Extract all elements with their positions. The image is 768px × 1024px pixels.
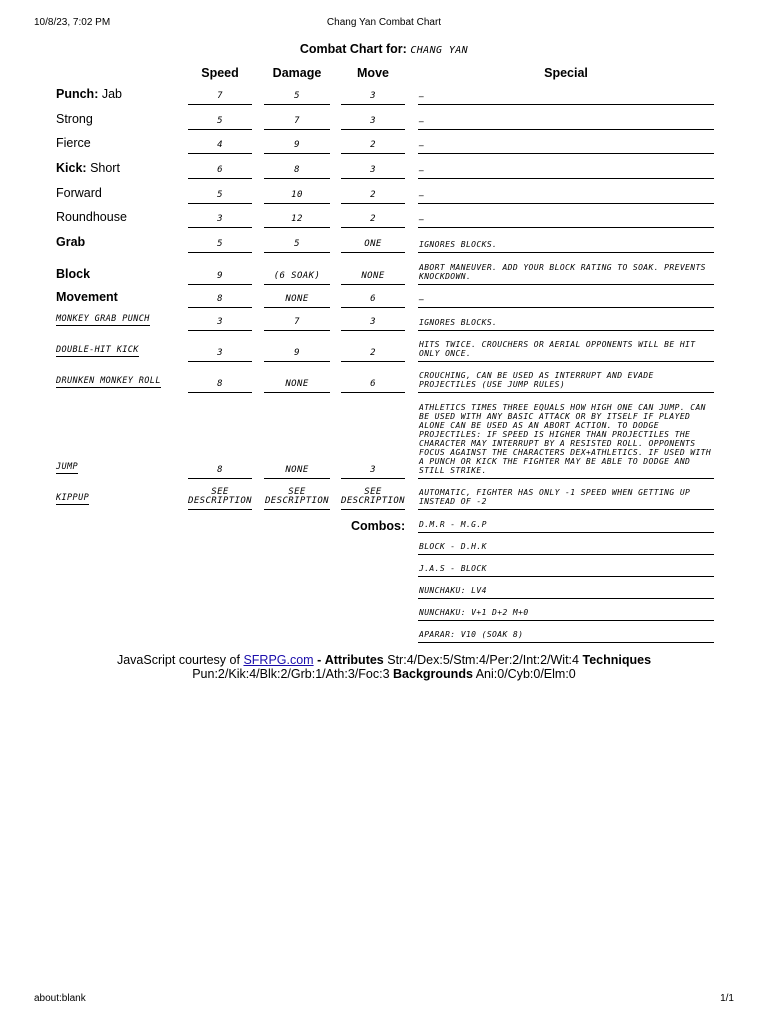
maneuver-name: Grab <box>56 235 86 249</box>
combo-item: J.A.S - BLOCK <box>418 564 714 577</box>
speed-cell: 3 <box>188 349 252 362</box>
maneuver-name: Kick: Short <box>56 161 120 175</box>
print-title: Chang Yan Combat Chart <box>326 17 442 28</box>
move-cell: NONE <box>341 272 405 285</box>
damage-cell: NONE <box>264 380 330 393</box>
move-cell: 2 <box>341 191 405 204</box>
move-cell: ONE <box>341 240 405 253</box>
maneuver-row <box>0 137 768 154</box>
speed-cell: 6 <box>188 166 252 179</box>
special-cell: IGNORES BLOCKS. <box>418 240 714 253</box>
maneuver-row <box>0 400 768 479</box>
special-cell: – <box>418 92 714 105</box>
sfrpg-link[interactable]: SFRPG.com <box>243 653 314 667</box>
page-count: 1/1 <box>720 993 734 1004</box>
maneuver-name: DRUNKEN MONKEY ROLL <box>56 376 161 386</box>
damage-cell: (6 SOAK) <box>264 272 330 285</box>
speed-cell: 8 <box>188 295 252 308</box>
techniques-label: Techniques <box>582 653 652 667</box>
move-cell: 3 <box>341 318 405 331</box>
techniques-value: Pun:2/Kik:4/Blk:2/Grb:1/Ath:3/Foc:3 <box>192 667 390 681</box>
speed-cell: 3 <box>188 318 252 331</box>
speed-cell: 8 <box>188 466 252 479</box>
maneuver-name: DOUBLE-HIT KICK <box>56 345 139 355</box>
courtesy-separator: - <box>317 653 322 667</box>
maneuver-row <box>0 291 768 308</box>
move-cell: 2 <box>341 349 405 362</box>
header-damage: Damage <box>272 66 322 80</box>
damage-cell: SEE DESCRIPTION <box>264 488 330 510</box>
damage-cell: NONE <box>264 295 330 308</box>
speed-cell: 7 <box>188 92 252 105</box>
special-cell: CROUCHING, CAN BE USED AS INTERRUPT AND EVADE PROJECTILES (USE JUMP RULES) <box>418 371 714 393</box>
maneuver-row <box>0 314 768 331</box>
backgrounds-label: Backgrounds <box>393 667 473 681</box>
maneuver-row <box>0 211 768 228</box>
maneuver-name: Forward <box>56 186 102 200</box>
combo-item: APARAR: V10 (SOAK 8) <box>418 630 714 643</box>
move-cell: 6 <box>341 380 405 393</box>
header-move: Move <box>357 66 389 80</box>
maneuver-name: MONKEY GRAB PUNCH <box>56 314 150 324</box>
maneuver-row <box>0 88 768 105</box>
maneuver-row <box>0 260 768 285</box>
damage-cell: NONE <box>264 466 330 479</box>
move-cell: 3 <box>341 166 405 179</box>
maneuver-name: KIPPUP <box>56 493 90 503</box>
maneuver-row <box>0 187 768 204</box>
stats-summary <box>0 653 768 681</box>
special-cell: – <box>418 141 714 154</box>
move-cell: 3 <box>341 466 405 479</box>
maneuver-name: Fierce <box>56 136 91 150</box>
speed-cell: 5 <box>188 240 252 253</box>
damage-cell: 8 <box>264 166 330 179</box>
maneuver-row <box>0 368 768 393</box>
move-cell: 2 <box>341 141 405 154</box>
courtesy-prefix: JavaScript courtesy of <box>116 653 240 667</box>
damage-cell: 7 <box>264 318 330 331</box>
special-cell: ATHLETICS TIMES THREE EQUALS HOW HIGH ONE CAN JUMP. CAN BE USED WITH ANY BASIC ATTACK OR BY ITSELF IF PLAYED ALONE CAN BE USED AS AN ABORT ACTION. TO DODGE PROJECTILES: IF SPEED IS HIGHER THAN PROJECTILES THE CHARACTER MAY INTERRUPT BY A RESISTED ROLL. OPPONENTS FOCUS AGAINST THE CHARACTERS DEX+ATHLETICS. IF USED WITH A PUNCH OR KICK THE FIGHTER MAY BE ABLE TO DODGE AND STILL STRIKE. <box>418 403 714 479</box>
speed-cell: 5 <box>188 117 252 130</box>
maneuver-row <box>0 337 768 362</box>
damage-cell: 5 <box>264 240 330 253</box>
maneuver-row <box>0 113 768 130</box>
combo-item: NUNCHAKU: V+1 D+2 M+0 <box>418 608 714 621</box>
maneuver-name: Movement <box>56 290 118 304</box>
print-date: 10/8/23, 7:02 PM <box>34 17 111 28</box>
damage-cell: 9 <box>264 349 330 362</box>
maneuver-name: Strong <box>56 112 93 126</box>
move-cell: SEE DESCRIPTION <box>341 488 405 510</box>
damage-cell: 10 <box>264 191 330 204</box>
maneuver-name: JUMP <box>56 462 79 472</box>
print-footer <box>0 993 768 1007</box>
move-cell: 6 <box>341 295 405 308</box>
print-header <box>0 17 768 31</box>
chart-title <box>0 42 768 56</box>
maneuver-name: Punch: Jab <box>56 87 122 101</box>
speed-cell: SEE DESCRIPTION <box>188 488 252 510</box>
attributes-label: Attributes <box>324 653 384 667</box>
combos-label: Combos: <box>351 519 406 533</box>
speed-cell: 3 <box>188 215 252 228</box>
maneuver-row <box>0 162 768 179</box>
damage-cell: 5 <box>264 92 330 105</box>
special-cell: HITS TWICE. CROUCHERS OR AERIAL OPPONENTS WILL BE HIT ONLY ONCE. <box>418 340 714 362</box>
move-cell: 3 <box>341 117 405 130</box>
combo-item: NUNCHAKU: LV4 <box>418 586 714 599</box>
special-cell: ABORT MANEUVER. ADD YOUR BLOCK RATING TO SOAK. PREVENTS KNOCKDOWN. <box>418 263 714 285</box>
move-cell: 2 <box>341 215 405 228</box>
speed-cell: 5 <box>188 191 252 204</box>
header-speed: Speed <box>201 66 239 80</box>
move-cell: 3 <box>341 92 405 105</box>
combo-item: BLOCK - D.H.K <box>418 542 714 555</box>
maneuver-row <box>0 485 768 510</box>
speed-cell: 9 <box>188 272 252 285</box>
maneuver-name: Roundhouse <box>56 210 127 224</box>
maneuver-name: Block <box>56 267 91 281</box>
backgrounds-value: Ani:0/Cyb:0/Elm:0 <box>475 667 576 681</box>
damage-cell: 7 <box>264 117 330 130</box>
header-special: Special <box>544 66 588 80</box>
special-cell: – <box>418 295 714 308</box>
combo-item: D.M.R - M.G.P <box>418 520 714 533</box>
special-cell: IGNORES BLOCKS. <box>418 318 714 331</box>
damage-cell: 9 <box>264 141 330 154</box>
maneuver-row <box>0 236 768 253</box>
damage-cell: 12 <box>264 215 330 228</box>
special-cell: – <box>418 215 714 228</box>
special-cell: AUTOMATIC, FIGHTER HAS ONLY -1 SPEED WHEN GETTING UP INSTEAD OF -2 <box>418 488 714 510</box>
speed-cell: 4 <box>188 141 252 154</box>
special-cell: – <box>418 166 714 179</box>
special-cell: – <box>418 117 714 130</box>
print-url: about:blank <box>34 993 86 1004</box>
chart-title-label: Combat Chart for: <box>299 42 407 56</box>
attributes-value: Str:4/Dex:5/Stm:4/Per:2/Int:2/Wit:4 <box>387 653 579 667</box>
speed-cell: 8 <box>188 380 252 393</box>
character-name: CHANG YAN <box>410 45 469 56</box>
special-cell: – <box>418 191 714 204</box>
